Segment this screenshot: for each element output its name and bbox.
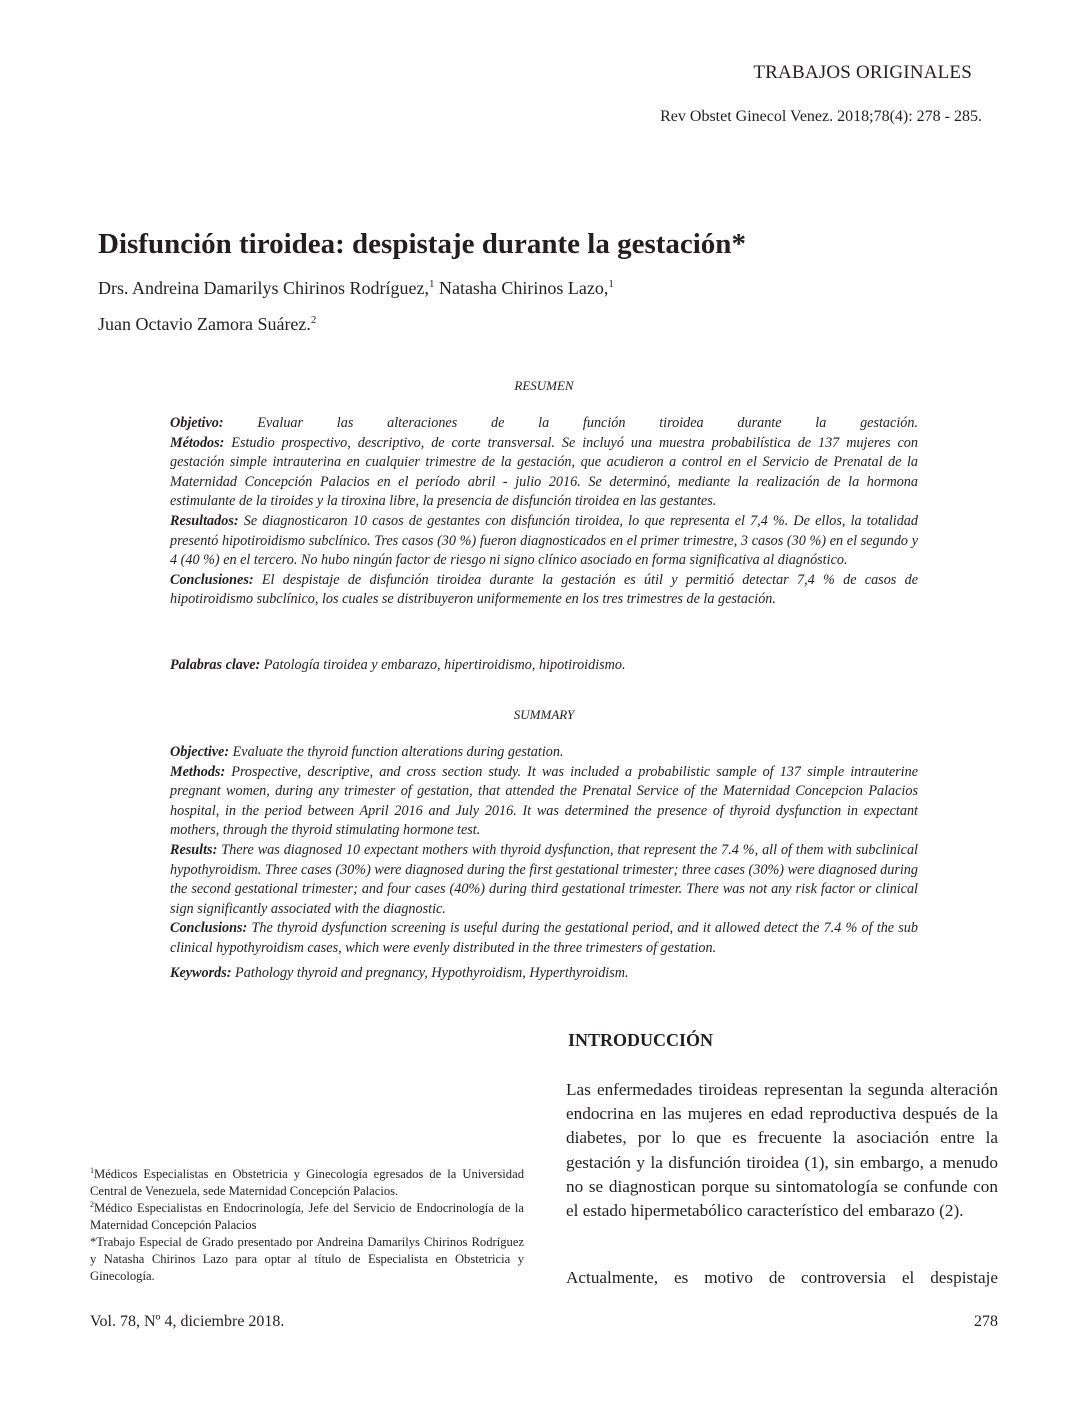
affiliation-mark: 2 xyxy=(310,314,317,326)
authors-line-2 xyxy=(98,314,316,335)
footer-volume: Vol. 78, Nº 4, diciembre 2018. xyxy=(90,1313,285,1330)
abstract-paragraph xyxy=(170,841,918,919)
keywords-text: Patología tiroidea y embarazo, hipertiroidismo, hipotiroidismo. xyxy=(260,657,626,673)
introduccion-heading: INTRODUCCIÓN xyxy=(568,1030,714,1050)
page-number: 278 xyxy=(974,1313,998,1330)
abstract-label: Objective: xyxy=(170,744,230,760)
authors-line-1 xyxy=(98,278,614,299)
footnote-text: Médicos Especialistas en Obstetricia y Ginecología egresados de la Universidad Central de Venezuela, sede Maternidad Concepción Palacios. xyxy=(90,1167,524,1198)
resumen-body xyxy=(170,414,918,610)
abstract-text: Se diagnosticaron 10 casos de gestantes con disfunción tiroidea, lo que representa el 7,4 %. De ellos, la totalidad presentó hipotiroidismo subclínico. Tres casos (30 %) fueron diagnosticados en el primer trimestre, 3 casos (30 %) en el segundo y 4 (40 %) en el tercero. No hubo ningún factor de riesgo ni signo clínico asociado en forma significativa al diagnóstico. xyxy=(170,512,918,569)
abstract-label: Objetivo: xyxy=(170,415,224,431)
section-label: TRABAJOS ORIGINALES xyxy=(753,62,972,83)
keywords-label: Palabras clave: xyxy=(170,657,261,673)
footnote-mark: 1 xyxy=(90,1165,94,1175)
author-name: Drs. Andreina Damarilys Chirinos Rodríguez, xyxy=(98,278,429,298)
footnote xyxy=(90,1166,524,1200)
resumen-heading: RESUMEN xyxy=(514,378,574,393)
abstract-label: Results: xyxy=(170,841,218,858)
affiliation-mark: 1 xyxy=(428,278,435,290)
abstract-paragraph xyxy=(170,919,918,958)
keywords-text: Pathology thyroid and pregnancy, Hypothyroidism, Hyperthyroidism. xyxy=(231,965,629,981)
abstract-paragraph xyxy=(170,512,918,571)
affiliation-mark: 1 xyxy=(608,278,614,290)
author-name: Juan Octavio Zamora Suárez. xyxy=(98,314,311,334)
abstract-text: Evaluate the thyroid function alterations during gestation. xyxy=(229,744,564,760)
abstract-label: Conclusions: xyxy=(170,920,248,937)
abstract-text: Estudio prospectivo, descriptivo, de corte transversal. Se incluyó una muestra probabilística de 137 mujeres con gestación simple intrauterina en cualquier trimestre de la gestación, que acudieron a control en el Servicio de Prenatal de la Maternidad Concepción Palacios en el período abril - julio 2016. Se determinó, mediante la realización de la hormona estimulante de la tiroides y la tiroxina libre, la presencia de disfunción tiroidea en las gestantes. xyxy=(170,434,918,510)
keywords xyxy=(170,964,918,984)
abstract-text: Prospective, descriptive, and cross section study. It was included a probabilistic sample of 137 simple intrauterine pregnant women, during any trimester of gestation, that attended the Prenatal Service of the Maternidad Concepcion Palacios hospital, in the period between April 2016 and July 2016. It was determined the presence of thyroid dysfunction in expectant mothers, through the thyroid stimulating hormone test. xyxy=(170,763,918,839)
abstract-paragraph xyxy=(170,414,918,434)
journal-citation: Rev Obstet Ginecol Venez. 2018;78(4): 278 - 285. xyxy=(660,108,982,125)
footnote-text: Médico Especialistas en Endocrinología, Jefe del Servicio de Endocrinología de la Maternidad Concepción Palacios xyxy=(90,1201,524,1232)
abstract-paragraph xyxy=(170,434,918,512)
author-name: Natasha Chirinos Lazo, xyxy=(434,278,609,298)
footnote xyxy=(90,1234,524,1285)
abstract-label: Conclusiones: xyxy=(170,571,254,588)
summary-heading: SUMMARY xyxy=(513,707,575,722)
abstract-paragraph xyxy=(170,571,918,610)
footnotes xyxy=(90,1166,524,1285)
abstract-text: El despistaje de disfunción tiroidea durante la gestación es útil y permitió detectar 7,4 % de casos de hipotiroidismo subclínico, los cuales se distribuyeron uniformemente en los tres trimestres de la gestación. xyxy=(170,571,918,608)
introduccion-paragraph-1 xyxy=(566,1078,998,1223)
abstract-paragraph xyxy=(170,743,918,763)
article-title: Disfunción tiroidea: despistaje durante la gestación* xyxy=(98,228,746,260)
abstract-label: Methods: xyxy=(170,763,226,780)
abstract-text: There was diagnosed 10 expectant mothers with thyroid dysfunction, that represent the 7.4 %, all of them with subclinical hypothyroidism. Three cases (30%) were diagnosed during the first gestational trimester; three cases (30%) were diagnosed during the second gestational trimester; and four cases (40%) during third gestational trimester. There was not any risk factor or clinical sign significantly associated with the diagnostic. xyxy=(170,841,918,917)
keywords-label: Keywords: xyxy=(170,965,232,981)
abstract-paragraph xyxy=(170,763,918,841)
introduccion-paragraph-2 xyxy=(566,1266,998,1290)
body-text: Las enfermedades tiroideas representan la segunda alteración endocrina en las mujeres en edad reproductiva después de la diabetes, por lo que es frecuente la asociación entre la gestación y la disfunción tiroidea (1), sin embargo, a menudo no se diagnostican porque su sintomatología se confunde con el estado hipermetabólico característico del embarazo (2). xyxy=(566,1080,998,1221)
summary-body xyxy=(170,743,918,959)
abstract-label: Resultados: xyxy=(170,512,239,529)
body-text: Actualmente, es motivo de controversia el despistaje xyxy=(566,1268,998,1287)
abstract-text: Evaluar las alteraciones de la función tiroidea durante la gestación. xyxy=(223,415,918,431)
footnote xyxy=(90,1200,524,1234)
abstract-text: The thyroid dysfunction screening is useful during the gestational period, and it allowed detect the 7.4 % of the sub clinical hypothyroidism cases, which were evenly distributed in the three trimesters of gestation. xyxy=(170,920,918,956)
footnote-text: *Trabajo Especial de Grado presentado por Andreina Damarilys Chirinos Rodríguez y Natasha Chirinos Lazo para optar al título de Especialista en Obstetricia y Ginecología. xyxy=(90,1235,524,1283)
footnote-mark: 2 xyxy=(90,1199,94,1209)
abstract-label: Métodos: xyxy=(170,434,225,451)
palabras-clave xyxy=(170,656,918,676)
